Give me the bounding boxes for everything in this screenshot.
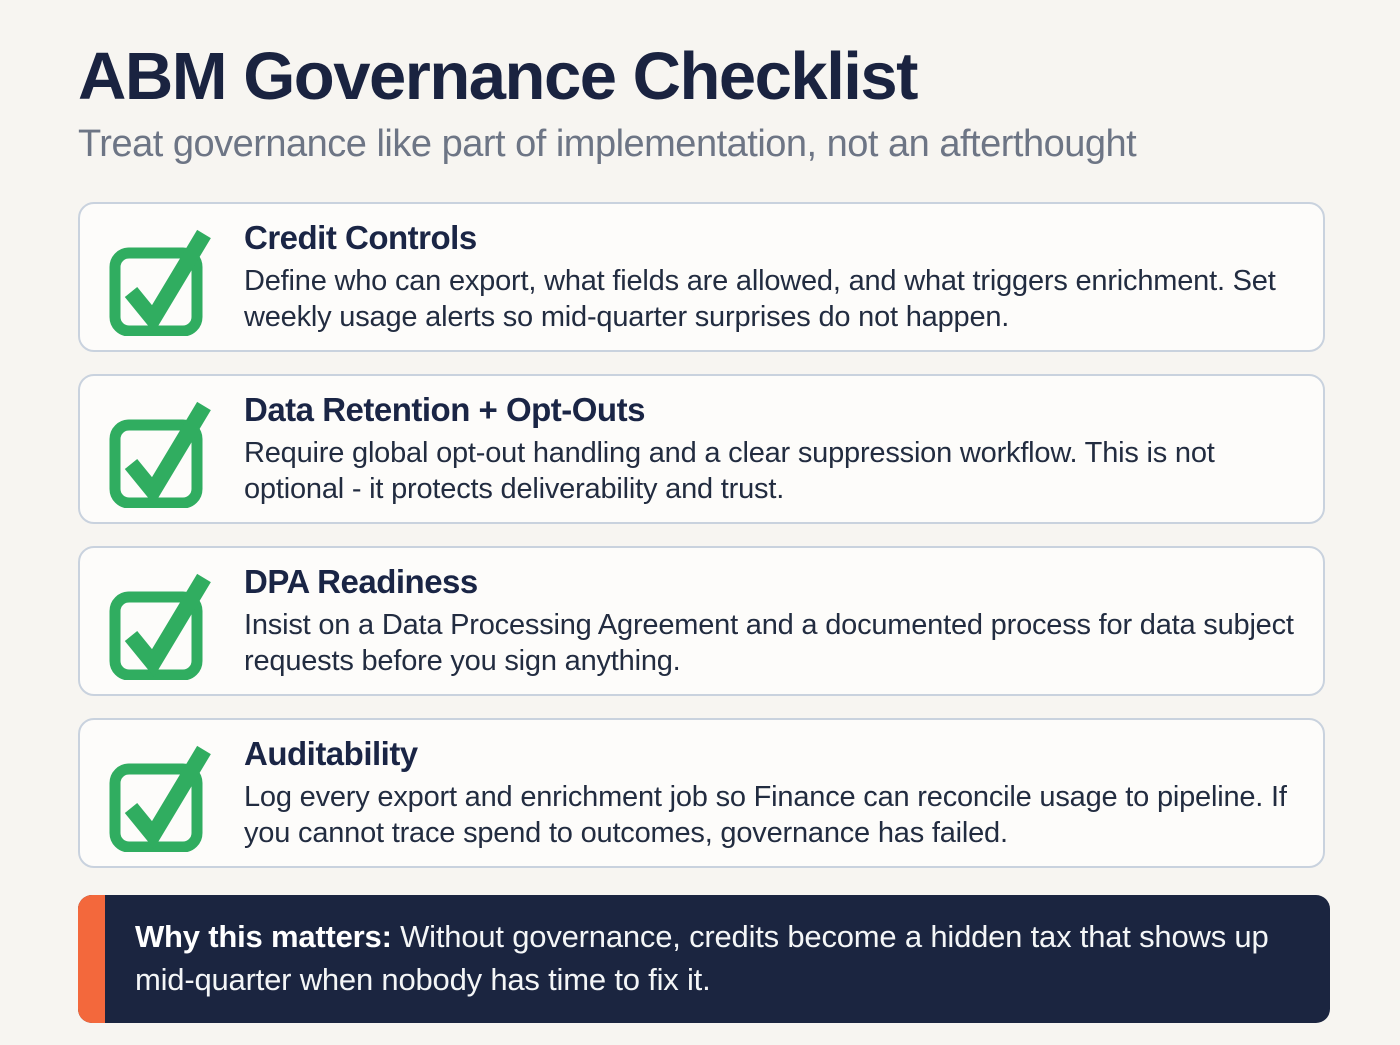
- checklist: [78, 202, 1330, 868]
- checklist-item-title: Credit Controls: [244, 219, 477, 257]
- checklist-item-text: [244, 218, 1301, 335]
- checklist-item-text: [244, 734, 1301, 851]
- checklist-item-description: Log every export and enrichment job so Finance can reconcile usage to pipeline. If you cannot trace spend to outcomes, governance has failed.: [244, 781, 1287, 850]
- page-subtitle: Treat governance like part of implementation, not an afterthought: [78, 123, 1137, 166]
- checklist-item-title: Auditability: [244, 735, 418, 773]
- checklist-item-text: [244, 562, 1301, 679]
- checklist-item-description: Require global opt-out handling and a clear suppression workflow. This is not optional - it protects deliverability and trust.: [244, 437, 1215, 506]
- callout-text: [105, 895, 1330, 1023]
- checklist-item-dpa-readiness: [78, 546, 1325, 696]
- checked-checkbox-icon: [100, 218, 220, 336]
- why-this-matters-callout: [78, 895, 1330, 1023]
- checked-checkbox-icon: [100, 390, 220, 508]
- checklist-item-title: Data Retention + Opt-Outs: [244, 391, 645, 429]
- checklist-item-credit-controls: [78, 202, 1325, 352]
- callout-label: Why this matters:: [135, 918, 392, 954]
- callout-accent-bar: [78, 895, 105, 1023]
- checklist-item-description: Define who can export, what fields are allowed, and what triggers enrichment. Set weekly usage alerts so mid-quarter surprises do not happen.: [244, 265, 1276, 334]
- checklist-item-auditability: [78, 718, 1325, 868]
- page-title: ABM Governance Checklist: [78, 39, 917, 114]
- checklist-item-description: Insist on a Data Processing Agreement and a documented process for data subject requests before you sign anything.: [244, 609, 1294, 678]
- checked-checkbox-icon: [100, 734, 220, 852]
- callout-message: Without governance, credits become a hidden tax that shows up mid-quarter when nobody has time to fix it.: [135, 918, 1269, 997]
- checked-checkbox-icon: [100, 562, 220, 680]
- checklist-item-title: DPA Readiness: [244, 563, 478, 601]
- checklist-item-text: [244, 390, 1301, 507]
- checklist-item-data-retention: [78, 374, 1325, 524]
